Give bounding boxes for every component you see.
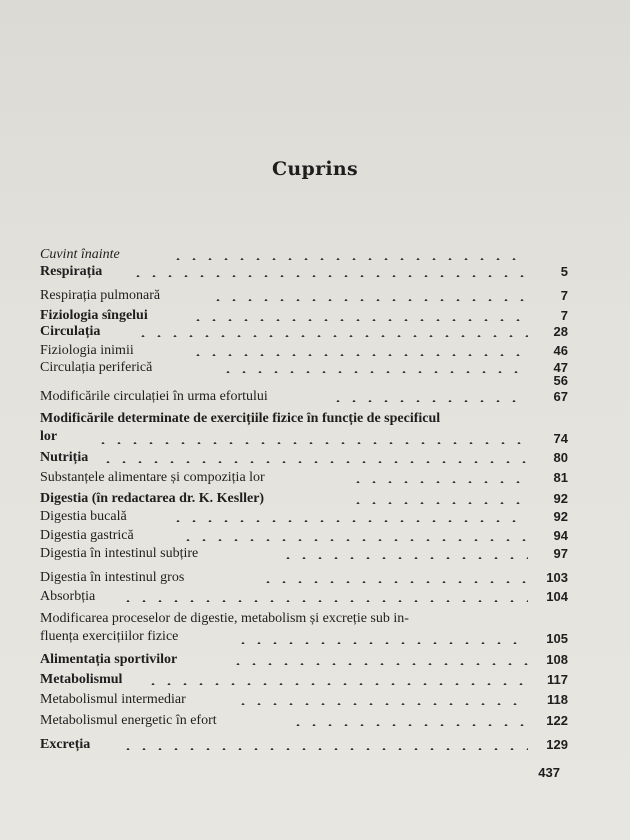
dot-leader <box>145 683 528 685</box>
toc-page-number: 92 <box>553 509 568 524</box>
toc-entry <box>40 609 568 649</box>
toc-entry-title: Modificările determinate de exercițiile fizice în funcție de specificul <box>40 411 441 426</box>
toc-entry-title: Modificările circulației în urma efortului <box>40 389 268 404</box>
toc-entry-title: Metabolismul <box>40 672 123 687</box>
toc-entry-title: Digestia gastrică <box>40 528 134 543</box>
toc-entry <box>40 448 568 468</box>
toc-entry <box>40 286 568 306</box>
toc-entry-title: Absorbția <box>40 589 96 604</box>
dot-leader <box>130 275 528 277</box>
toc-page-number: 108 <box>546 652 568 667</box>
toc-page-number: 94 <box>553 528 568 543</box>
dot-leader <box>235 642 528 644</box>
toc-entry-title: Fiziologia sîngelui <box>40 308 148 323</box>
toc-entry-title: Digestia în intestinul gros <box>40 570 185 585</box>
toc-entry-title: Respirația pulmonară <box>40 288 161 303</box>
dot-leader <box>330 400 528 402</box>
toc-entry <box>40 387 568 407</box>
dot-leader <box>180 539 528 541</box>
toc-entry <box>40 650 568 670</box>
toc-page-number: 5 <box>560 264 568 279</box>
toc-page-number: 47 <box>553 360 568 375</box>
toc-entry-title-continued: lor <box>40 429 58 444</box>
toc-entry-title: Metabolismul energetic în efort <box>40 713 217 728</box>
toc-page-number: 92 <box>553 491 568 506</box>
toc-entry <box>40 587 568 607</box>
dot-leader <box>280 557 528 559</box>
toc-entry-title: Fiziologia inimii <box>40 343 134 358</box>
toc-entry <box>40 526 568 546</box>
toc-entry <box>40 322 568 342</box>
toc-entry <box>40 544 568 564</box>
toc-entry-title: Digestia bucală <box>40 509 127 524</box>
dot-leader <box>170 258 528 260</box>
toc-entry-title: Modificarea proceselor de digestie, metabolism și excreție sub in- <box>40 611 409 626</box>
toc-page-number: 74 <box>553 431 568 446</box>
page-number: 437 <box>538 765 560 780</box>
toc-entry-title: Circulația <box>40 324 101 339</box>
dot-leader <box>190 319 528 321</box>
toc-entry <box>40 568 568 588</box>
toc-page-number: 97 <box>553 546 568 561</box>
dot-leader <box>350 502 528 504</box>
dot-leader <box>260 581 528 583</box>
toc-entry-title-continued: fluența exercițiilor fizice <box>40 629 179 644</box>
dot-leader <box>210 299 528 301</box>
toc-entry-title: Digestia (în redactarea dr. K. Kesller) <box>40 491 265 506</box>
toc-entry <box>40 489 568 509</box>
dot-leader <box>230 663 528 665</box>
toc-entry <box>40 670 568 690</box>
toc-page-number: 104 <box>546 589 568 604</box>
toc-page-number: 105 <box>546 631 568 646</box>
toc-entry-title: Digestia în intestinul subțire <box>40 546 199 561</box>
dot-leader <box>290 724 528 726</box>
dot-leader <box>170 520 528 522</box>
toc-page-number: 81 <box>553 470 568 485</box>
toc-entry <box>40 262 568 282</box>
page-title: Cuprins <box>271 158 359 180</box>
toc-page-number: 117 <box>547 672 568 687</box>
toc-page-number: 118 <box>547 692 568 707</box>
toc-entry-title: Alimentația sportivilor <box>40 652 178 667</box>
toc-entry <box>40 711 568 731</box>
toc-page-number: 67 <box>553 389 568 404</box>
dot-leader <box>235 703 528 705</box>
toc-page-number: 103 <box>546 570 568 585</box>
toc-page-number: 56 <box>553 373 568 388</box>
toc-page-number: 46 <box>553 343 568 358</box>
toc-entry-title: Cuvint înainte <box>40 247 120 262</box>
toc-page-number: 129 <box>546 737 568 752</box>
dot-leader <box>120 600 528 602</box>
toc-entry <box>40 468 568 488</box>
dot-leader <box>100 461 528 463</box>
dot-leader <box>190 354 528 356</box>
toc-page-number: 80 <box>553 450 568 465</box>
toc-entry <box>40 690 568 710</box>
dot-leader <box>135 335 528 337</box>
toc-entry-title: Circulația periferică <box>40 360 153 375</box>
toc-page-number: 7 <box>560 288 568 303</box>
toc-page-number: 122 <box>546 713 568 728</box>
toc-entry <box>40 507 568 527</box>
toc-page-number: 7 <box>560 308 568 323</box>
toc-entry <box>40 409 568 449</box>
dot-leader <box>95 442 528 444</box>
toc-entry-title: Substanțele alimentare și compoziția lor <box>40 470 265 485</box>
dot-leader <box>120 748 528 750</box>
toc-entry-title: Respirația <box>40 264 103 279</box>
toc-page-number: 28 <box>553 324 568 339</box>
toc-entry <box>40 735 568 755</box>
dot-leader <box>350 481 528 483</box>
toc-entry-title: Excreția <box>40 737 91 752</box>
toc-entry-title: Nutriția <box>40 450 89 465</box>
toc-entry-title: Metabolismul intermediar <box>40 692 186 707</box>
